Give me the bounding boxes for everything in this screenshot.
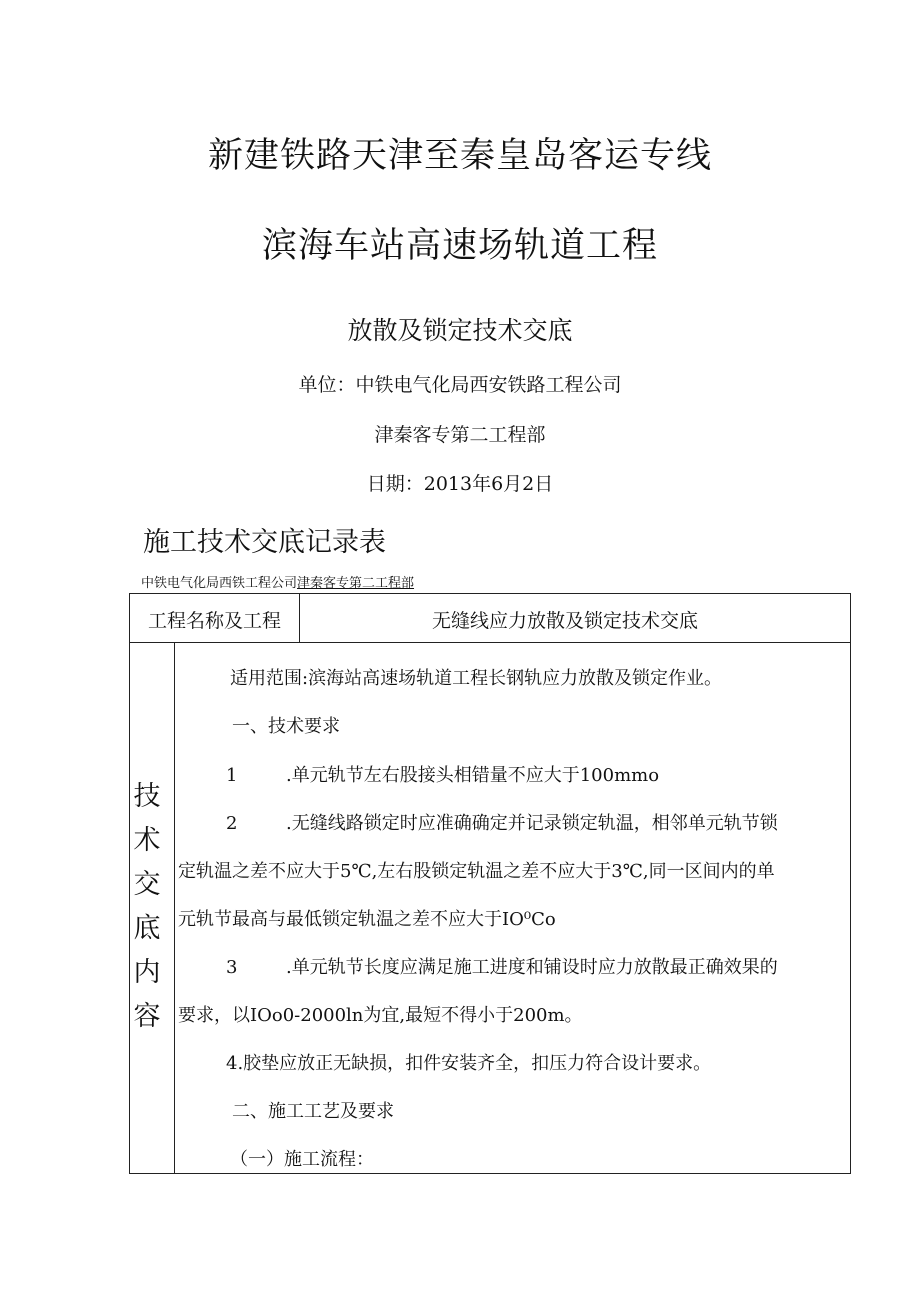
item-text: .单元轨节长度应满足施工进度和铺设时应力放散最正确效果的 xyxy=(286,957,778,978)
item-number: 3 xyxy=(226,957,238,978)
item-text: .无缝线路锁定时应准确确定并记录锁定轨温，相邻单元轨节锁 xyxy=(286,813,778,834)
document-title-line2: 滨海车站高速场轨道工程 xyxy=(261,226,658,266)
item-number: 2 xyxy=(226,813,238,834)
item-number: 1 xyxy=(226,765,238,786)
content-side-label xyxy=(127,775,167,1039)
organization-prefix: 中铁电气化局西铁工程公司 xyxy=(141,576,298,591)
side-label-char: 底 xyxy=(133,913,161,944)
organization-line xyxy=(141,572,414,591)
item-text: .单元轨节左右股接头相错量不应大于100mmo xyxy=(286,765,660,786)
side-label-char: 内 xyxy=(133,957,161,988)
project-name-label: 工程名称及工程 xyxy=(148,610,282,632)
project-name-value: 无缝线应力放散及锁定技术交底 xyxy=(432,610,699,632)
requirement-item-2-continued: 元轨节最高与最低锁定轨温之差不应大于IO⁰Co xyxy=(178,909,556,930)
requirement-item-3 xyxy=(175,953,902,979)
requirement-item-2-continued: 定轨温之差不应大于5℃,左右股锁定轨温之差不应大于3℃,同一区间内的单 xyxy=(178,861,775,882)
side-label-char: 术 xyxy=(133,825,161,856)
requirement-item-4: 4.胶垫应放正无缺损，扣件安装齐全，扣压力符合设计要求。 xyxy=(226,1053,712,1074)
side-label-char: 技 xyxy=(133,781,161,812)
section-technical-requirements: 一、技术要求 xyxy=(232,716,340,737)
side-label-char: 交 xyxy=(133,869,161,900)
unit-line: 单位：中铁电气化局西安铁路工程公司 xyxy=(298,374,622,396)
document-title-line1: 新建铁路天津至秦皇岛客运专线 xyxy=(207,136,712,176)
date-line: 日期：2013年6月2日 xyxy=(366,473,554,495)
requirement-item-1 xyxy=(175,761,902,787)
record-table-title: 施工技术交底记录表 xyxy=(143,527,386,558)
table-column-divider-top xyxy=(299,593,300,643)
document-subtitle: 放散及锁定技术交底 xyxy=(347,316,573,345)
department-line: 津秦客专第二工程部 xyxy=(374,424,546,446)
requirement-item-3-continued: 要求，以IOo0-2000ln为宜,最短不得小于200m。 xyxy=(178,1005,583,1026)
section-construction-process: 二、施工工艺及要求 xyxy=(232,1101,394,1122)
organization-suffix: 津秦客专第二工程部 xyxy=(297,576,415,591)
table-border-bottom xyxy=(129,1173,851,1174)
subsection-construction-flow: （一）施工流程： xyxy=(230,1149,374,1170)
table-row-divider xyxy=(129,642,851,643)
side-label-char: 容 xyxy=(133,1001,161,1032)
table-border-top xyxy=(129,593,851,594)
scope-paragraph: 适用范围:滨海站高速场轨道工程长钢轨应力放散及锁定作业。 xyxy=(230,668,723,689)
requirement-item-2 xyxy=(175,809,902,835)
